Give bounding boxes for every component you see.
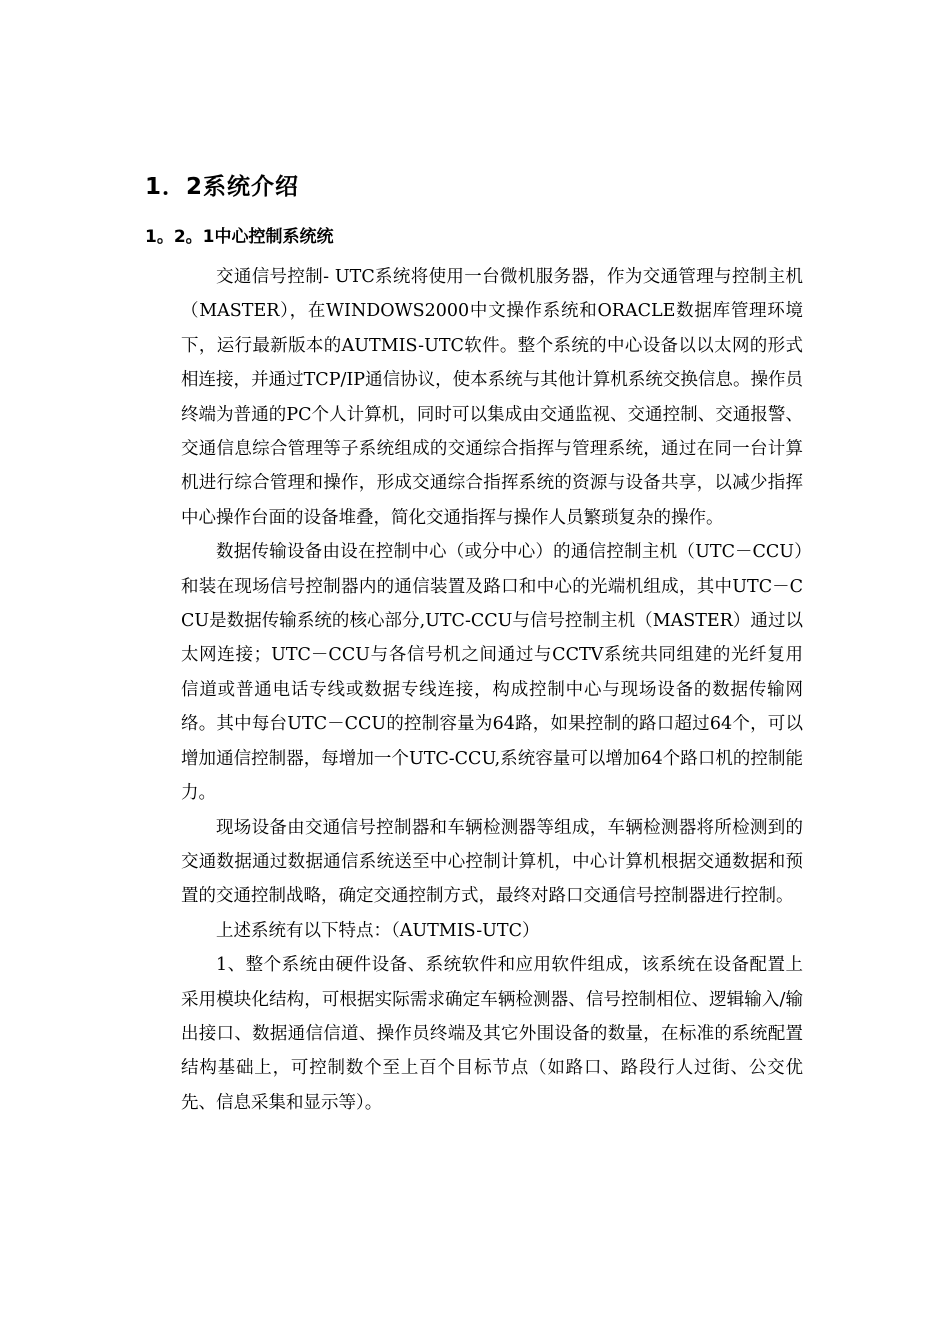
- paragraph-data-transmission: 数据传输设备由设在控制中心（或分中心）的通信控制主机（UTC－CCU）和装在现场信号控制器内的通信装置及路口和中心的光端机组成，其中UTC－CCU是数据传输系统的核心部分,UTC-CCU与信号控制主机（MASTER）通过以太网连接；UTC－CCU与各信号机之间通过与CCTV系统共同组建的光纤复用信道或普通电话专线或数据专线连接，构成控制中心与现场设备的数据传输网络。其中每台UTC－CCU的控制容量为64路，如果控制的路口超过64个，可以增加通信控制器，每增加一个UTC-CCU,系统容量可以增加64个路口机的控制能力。: [181, 542, 803, 804]
- subsection-heading: 1。2。1中心控制系统统: [145, 227, 334, 247]
- paragraph-utc-system: 交通信号控制- UTC系统将使用一台微机服务器，作为交通管理与控制主机（MASTER），在WINDOWS2000中文操作系统和ORACLE数据库管理环境下，运行最新版本的AUTMIS-UTC软件。整个系统的中心设备以以太网的形式相连接，并通过TCP/IP通信协议，使本系统与其他计算机系统交换信息。操作员终端为普通的PC个人计算机，同时可以集成由交通监视、交通控制、交通报警、交通信息综合管理等子系统组成的交通综合指挥与管理系统，通过在同一台计算机进行综合管理和操作，形成交通综合指挥系统的资源与设备共享，以减少指挥中心操作台面的设备堆叠，简化交通指挥与操作人员繁琐复杂的操作。: [181, 267, 803, 528]
- paragraph-feature-1: 1、整个系统由硬件设备、系统软件和应用软件组成，该系统在设备配置上采用模块化结构，可根据实际需求确定车辆检测器、信号控制相位、逻辑输入/输出接口、数据通信信道、操作员终端及其它外围设备的数量，在标准的系统配置结构基础上，可控制数个至上百个目标节点（如路口、路段行人过街、公交优先、信息采集和显示等）。: [181, 955, 803, 1113]
- document-body: [181, 260, 803, 1120]
- section-heading: 1．2系统介绍: [145, 174, 300, 200]
- paragraph-field-equipment: 现场设备由交通信号控制器和车辆检测器等组成，车辆检测器将所检测到的交通数据通过数据通信系统送至中心控制计算机，中心计算机根据交通数据和预置的交通控制战略，确定交通控制方式，最终对路口交通信号控制器进行控制。: [181, 817, 803, 907]
- paragraph-features-intro: 上述系统有以下特点：（AUTMIS-UTC）: [216, 920, 540, 941]
